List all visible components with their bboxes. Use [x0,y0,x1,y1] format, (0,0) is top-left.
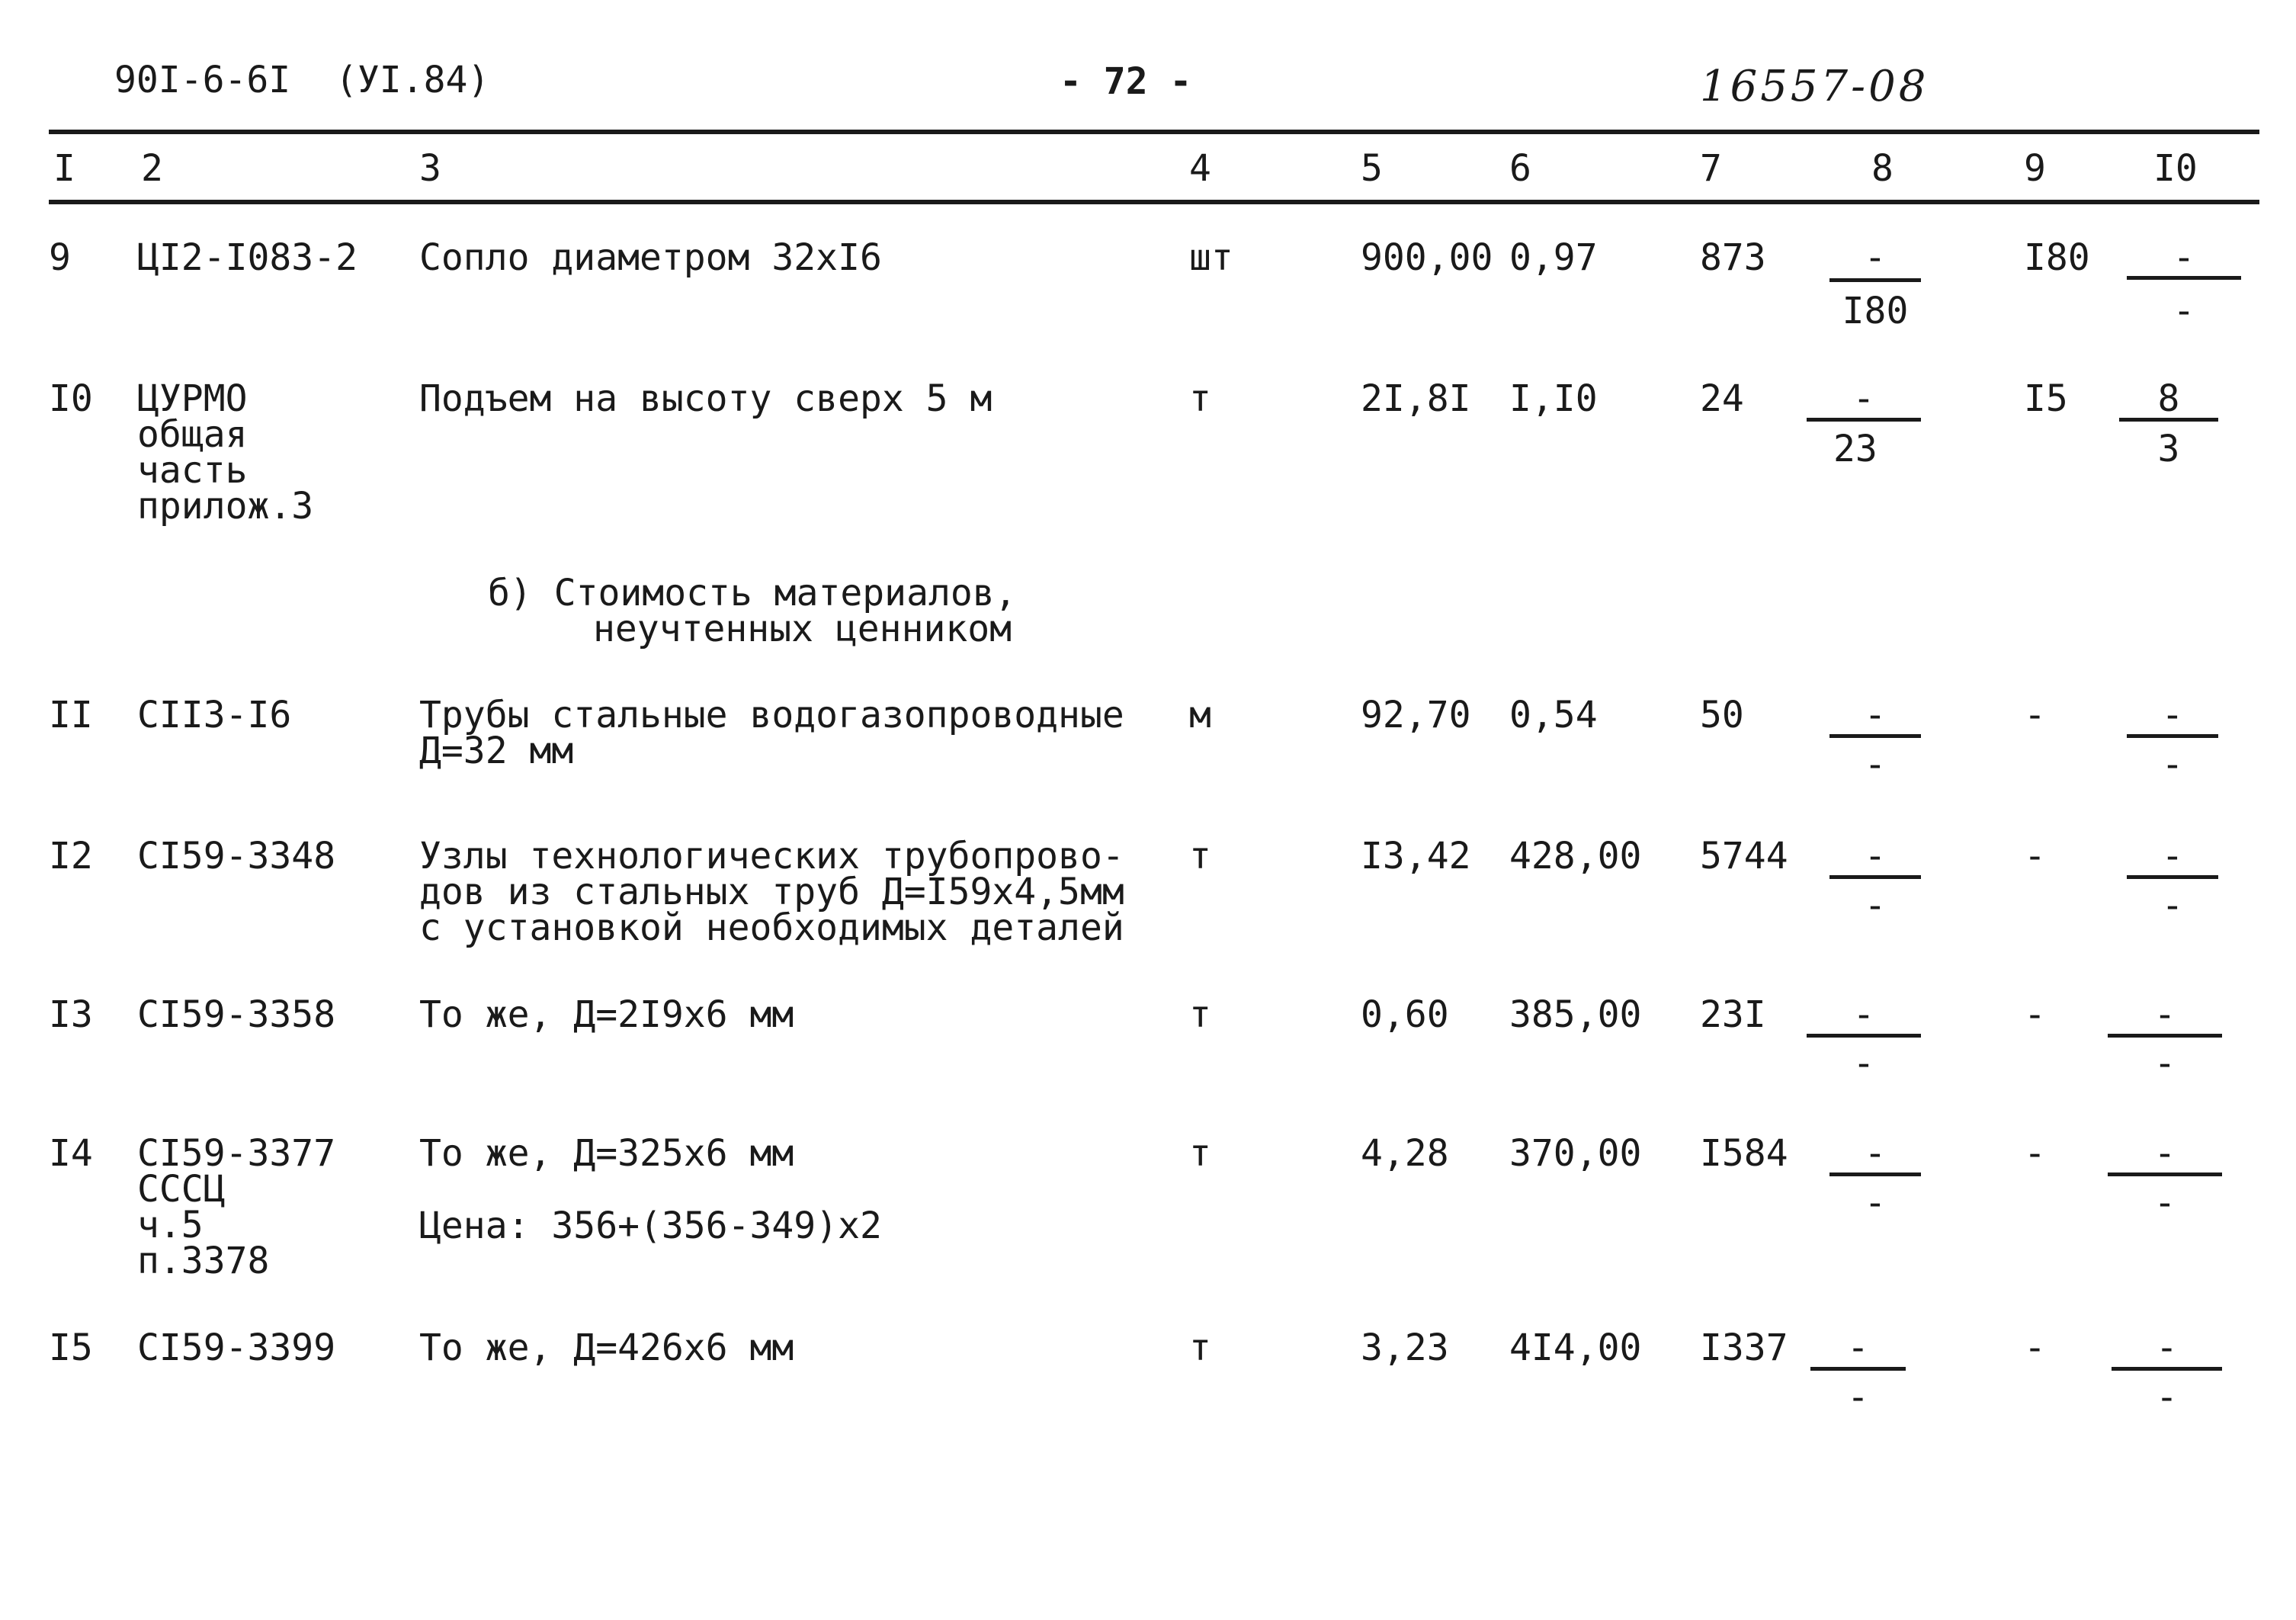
col8-fraction-line [1829,1172,1921,1176]
row-code: СII3-I6 [137,694,292,736]
row-col9: - [2024,1132,2046,1175]
col10-denominator: - [2153,1042,2176,1085]
row-name-line: Трубы стальные водогазопроводные [419,694,1124,736]
col10-numerator: - [2156,1326,2178,1369]
col10-denominator: - [2161,884,2184,927]
col8-denominator: I80 [1842,290,1909,332]
row-code-line: п.3378 [137,1240,270,1282]
row-name: То же, Д=2I9х6 мм [419,993,794,1036]
col10-fraction-line [2112,1367,2222,1371]
row-col9: I80 [2024,236,2090,279]
row-quantity: 370,00 [1509,1132,1642,1175]
col10-denominator: - [2156,1376,2178,1419]
col10-numerator: 8 [2157,377,2180,420]
col8-denominator: - [1847,1376,1869,1419]
col8-fraction-line [1829,875,1921,879]
row-col9: - [2024,1326,2046,1369]
col10-fraction-line [2127,276,2241,280]
row-code-line: ЦУРМО [137,377,248,420]
row-col9: - [2024,993,2046,1036]
col8-denominator: - [1864,1182,1887,1224]
col8-fraction-line [1810,1367,1906,1371]
row-number: II [49,694,93,736]
col8-fraction-line [1807,1034,1921,1038]
col8-numerator: - [1864,236,1887,279]
row-unit: т [1189,993,1211,1036]
col8-numerator: - [1852,993,1875,1036]
col10-denominator: - [2153,1182,2176,1224]
col10-fraction-line [2108,1172,2222,1176]
row-code-line: ч.5 [137,1204,204,1246]
row-unit: т [1189,1326,1211,1369]
row-name-line: с установкой необходимых деталей [419,906,1124,949]
col8-fraction-line [1829,278,1921,282]
row-code-line: часть [137,449,248,492]
row-total: 50 [1700,694,1744,736]
row-number: I3 [49,993,93,1036]
col8-denominator: 23 [1833,428,1878,470]
row-number: I2 [49,835,93,877]
col10-fraction-line [2127,875,2218,879]
row-total: 23I [1700,993,1766,1036]
row-name-line: Узлы технологических трубопрово- [419,835,1124,877]
row-code: СI59-3399 [137,1326,336,1369]
col10-numerator: - [2153,1132,2176,1175]
top-rule [49,130,2259,134]
row-name: Подъем на высоту сверх 5 м [419,377,992,420]
col10-denominator: - [2173,290,2195,332]
row-unit: шт [1189,236,1233,279]
section-title-line1: б) Стоимость материалов, [488,572,1017,614]
row-quantity: 385,00 [1509,993,1642,1036]
row-total: 24 [1700,377,1744,420]
row-price: 0,60 [1361,993,1449,1036]
row-code-line: прилож.3 [137,485,314,528]
row-code-line: общая [137,413,248,456]
column-header-1: I [53,147,75,190]
column-header-10: I0 [2153,147,2198,190]
column-header-9: 9 [2024,147,2046,190]
row-code: СI59-3348 [137,835,336,877]
col10-numerator: - [2161,835,2184,877]
row-total: 873 [1700,236,1766,279]
row-code-line: СI59-3377 [137,1132,336,1175]
row-number: I5 [49,1326,93,1369]
col10-fraction-line [2108,1034,2222,1038]
col8-fraction-line [1829,734,1921,738]
col8-denominator: - [1864,743,1887,786]
col10-fraction-line [2119,418,2218,422]
col8-denominator: - [1852,1042,1875,1085]
row-col9: - [2024,694,2046,736]
document-code: 90I-6-6I [114,59,291,101]
col8-numerator: - [1864,1132,1887,1175]
row-quantity: 428,00 [1509,835,1642,877]
col8-fraction-line [1807,418,1921,422]
row-unit: м [1189,694,1211,736]
section-title-line2: неучтенных ценником [593,608,1012,650]
page-number: - 72 - [1060,60,1192,103]
row-code: ЦI2-I083-2 [137,236,358,279]
col10-denominator: - [2161,743,2184,786]
row-col9: I5 [2024,377,2068,420]
col10-fraction-line [2127,734,2218,738]
column-header-2: 2 [141,147,163,190]
row-unit: т [1189,1132,1211,1175]
row-number: 9 [49,236,71,279]
row-quantity: 4I4,00 [1509,1326,1642,1369]
col10-numerator: - [2161,694,2184,736]
col8-denominator: - [1864,884,1887,927]
row-number: I4 [49,1132,93,1175]
row-code-line: СССЦ [137,1168,226,1211]
column-header-7: 7 [1700,147,1722,190]
document-issue: (УI.84) [335,59,490,101]
row-code: СI59-3358 [137,993,336,1036]
row-price: 900,00 [1361,236,1493,279]
row-quantity: 0,97 [1509,236,1598,279]
col8-numerator: - [1847,1326,1869,1369]
row-price: I3,42 [1361,835,1471,877]
row-quantity: I,I0 [1509,377,1598,420]
col10-numerator: - [2153,993,2176,1036]
row-name: То же, Д=325х6 мм [419,1132,794,1175]
row-total: I584 [1700,1132,1788,1175]
column-header-6: 6 [1509,147,1531,190]
column-header-3: 3 [419,147,441,190]
row-col9: - [2024,835,2046,877]
row-total: I337 [1700,1326,1788,1369]
col8-numerator: - [1864,694,1887,736]
row-quantity: 0,54 [1509,694,1598,736]
column-header-8: 8 [1871,147,1894,190]
row-name: Сопло диаметром 32хI6 [419,236,882,279]
row-price-note: Цена: 356+(356-349)х2 [419,1205,882,1247]
handwritten-number: 16557-08 [1700,62,1929,111]
row-price: 4,28 [1361,1132,1449,1175]
header-rule [49,200,2259,204]
column-header-4: 4 [1189,147,1211,190]
row-price: 3,23 [1361,1326,1449,1369]
row-unit: т [1189,377,1211,420]
row-name-line: дов из стальных труб Д=I59х4,5мм [419,871,1124,913]
col10-numerator: - [2173,236,2195,279]
row-name-line: Д=32 мм [419,730,574,772]
column-header-5: 5 [1361,147,1383,190]
row-price: 2I,8I [1361,377,1471,420]
row-name: То же, Д=426х6 мм [419,1326,794,1369]
col8-numerator: - [1852,377,1875,420]
col8-numerator: - [1864,835,1887,877]
row-total: 5744 [1700,835,1788,877]
row-number: I0 [49,377,93,420]
row-price: 92,70 [1361,694,1471,736]
col10-denominator: 3 [2157,428,2180,470]
row-unit: т [1189,835,1211,877]
